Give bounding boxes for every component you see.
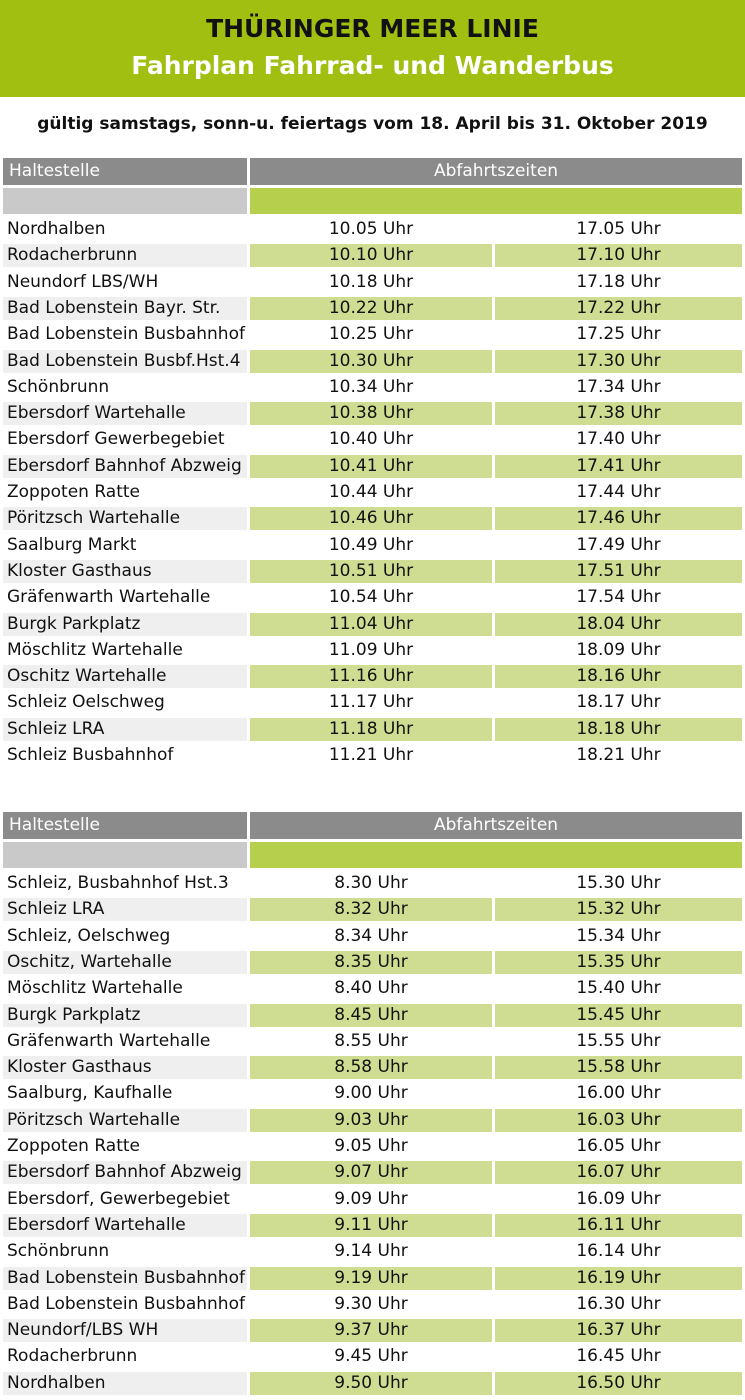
stop-name: Bad Lobenstein Busbahnhof [7,1293,245,1314]
departure-time-1: 9.05 Uhr [334,1136,408,1156]
stop-name: Schleiz LRA [3,898,247,921]
departure-time-2: 16.19 Uhr [495,1267,742,1290]
departure-time-1: 10.34 Uhr [328,376,414,397]
table-row [0,401,745,427]
departure-time-2: 17.10 Uhr [495,244,742,267]
departure-time-1: 8.30 Uhr [334,873,408,893]
departure-time-1: 10.18 Uhr [328,271,414,292]
table-row [0,950,745,976]
departure-time-1: 11.09 Uhr [328,639,414,660]
stop-name: Schleiz LRA [3,718,247,741]
table-row [0,322,745,348]
stop-name: Neundorf/LBS WH [3,1319,247,1342]
stop-name: Rodacherbrunn [7,1346,138,1367]
table-row [0,1213,745,1239]
departure-time-1: 11.04 Uhr [250,613,492,636]
departure-time-2: 17.49 Uhr [576,534,661,555]
table-row [0,375,745,401]
table-row [0,243,745,269]
stop-name: Kloster Gasthaus [3,1056,247,1079]
table-row [0,1239,745,1265]
table-row [0,897,745,923]
stop-name: Pöritzsch Wartehalle [3,507,247,530]
table-row [0,612,745,638]
table-row [0,1081,745,1107]
departure-time-1: 10.46 Uhr [250,507,492,530]
table-row [0,506,745,532]
table-row [0,1187,745,1213]
departure-time-1: 10.25 Uhr [328,324,414,345]
departure-time-2: 16.03 Uhr [495,1109,742,1132]
stop-name: Bad Lobenstein Busbf.Hst.4 [3,350,247,373]
stop-name: Bad Lobenstein Bayr. Str. [3,297,247,320]
stop-name: Rodacherbrunn [3,244,247,267]
table-row [0,270,745,296]
stop-name: Bad Lobenstein Busbahnhof [3,1267,247,1290]
departure-time-1: 10.49 Uhr [328,534,414,555]
stop-subheader-bar [3,842,247,868]
table-row [0,480,745,506]
stop-name: Möschlitz Wartehalle [7,639,183,660]
departure-time-1: 9.14 Uhr [334,1241,408,1262]
departure-time-2: 17.40 Uhr [576,429,661,450]
times-column-header: Abfahrtszeiten [250,812,742,839]
stop-subheader-bar [3,188,247,214]
stop-name: Oschitz Wartehalle [3,665,247,688]
departure-time-2: 18.16 Uhr [495,665,742,688]
departure-time-2: 17.38 Uhr [495,402,742,425]
departure-time-2: 15.34 Uhr [576,925,661,946]
table-row [0,638,745,664]
table-row [0,217,745,243]
departure-time-1: 9.19 Uhr [250,1267,492,1290]
stop-name: Bad Lobenstein Busbahnhof [7,324,245,345]
departure-time-2: 17.44 Uhr [576,482,661,502]
departure-time-1: 8.45 Uhr [250,1004,492,1027]
stop-name: Gräfenwarth Wartehalle [7,1030,211,1051]
departure-time-1: 10.38 Uhr [250,402,492,425]
departure-time-1: 9.30 Uhr [334,1293,408,1314]
stop-name: Möschlitz Wartehalle [7,978,183,999]
stop-name: Saalburg Markt [7,534,137,555]
departure-time-1: 8.55 Uhr [334,1030,408,1051]
departure-time-2: 16.14 Uhr [576,1241,661,1262]
departure-time-2: 16.09 Uhr [576,1188,661,1209]
stop-name: Ebersdorf Wartehalle [3,1214,247,1237]
table-row [0,690,745,716]
table-row [0,743,745,769]
table-row [0,585,745,611]
stop-name: Pöritzsch Wartehalle [3,1109,247,1132]
times-subheader-bar [250,842,742,868]
departure-time-1: 10.44 Uhr [328,482,414,502]
departure-time-1: 8.40 Uhr [334,978,408,999]
stop-name: Schleiz Oelschweg [7,692,165,713]
table-row [0,1134,745,1160]
departure-time-2: 15.45 Uhr [495,1004,742,1027]
departure-time-1: 11.17 Uhr [328,692,414,713]
departure-time-1: 9.50 Uhr [250,1372,492,1395]
table-row [0,1344,745,1370]
departure-time-2: 17.54 Uhr [576,587,661,608]
stop-name: Burgk Parkplatz [3,613,247,636]
departure-time-1: 9.00 Uhr [334,1083,408,1104]
departure-time-1: 11.18 Uhr [250,718,492,741]
departure-time-2: 18.17 Uhr [576,692,661,713]
table-row [0,717,745,743]
stop-name: Neundorf LBS/WH [7,271,159,292]
departure-time-2: 16.50 Uhr [495,1372,742,1395]
departure-time-2: 15.40 Uhr [576,978,661,999]
departure-time-2: 18.18 Uhr [495,718,742,741]
departure-time-1: 10.40 Uhr [328,429,414,450]
table-row [0,1292,745,1318]
table-row [0,533,745,559]
validity-note: gültig samstags, sonn-u. feiertags vom 18. April bis 31. Oktober 2019 [37,114,708,134]
departure-time-2: 18.09 Uhr [576,639,661,660]
departure-time-1: 9.07 Uhr [250,1161,492,1184]
departure-time-1: 9.45 Uhr [334,1346,408,1367]
departure-time-2: 18.21 Uhr [576,745,661,765]
times-subheader-bar [250,188,742,214]
departure-time-1: 9.03 Uhr [250,1109,492,1132]
departure-time-2: 16.07 Uhr [495,1161,742,1184]
table-row [0,1029,745,1055]
table-row [0,1371,745,1397]
departure-time-1: 10.41 Uhr [250,455,492,478]
departure-time-2: 16.30 Uhr [576,1293,661,1314]
stop-name: Ebersdorf Wartehalle [3,402,247,425]
departure-time-1: 10.30 Uhr [250,350,492,373]
table-row [0,1160,745,1186]
table-row [0,871,745,897]
table-row [0,664,745,690]
stop-name: Oschitz, Wartehalle [3,951,247,974]
line-title: THÜRINGER MEER LINIE [206,14,539,43]
table-row [0,427,745,453]
stop-column-header: Haltestelle [3,158,247,185]
stop-name: Nordhalben [7,219,106,239]
stop-name: Ebersdorf Bahnhof Abzweig [3,1161,247,1184]
departure-time-1: 8.32 Uhr [250,898,492,921]
departure-time-2: 15.35 Uhr [495,951,742,974]
departure-time-2: 16.05 Uhr [576,1136,661,1156]
departure-time-1: 9.37 Uhr [250,1319,492,1342]
departure-time-1: 8.58 Uhr [250,1056,492,1079]
stop-name: Zoppoten Ratte [7,482,140,502]
departure-time-1: 10.22 Uhr [250,297,492,320]
stop-name: Ebersdorf, Gewerbegebiet [7,1188,230,1209]
departure-time-2: 15.32 Uhr [495,898,742,921]
departure-time-2: 17.34 Uhr [576,376,661,397]
departure-time-2: 17.46 Uhr [495,507,742,530]
table-row [0,1108,745,1134]
table-row [0,1266,745,1292]
departure-time-2: 17.22 Uhr [495,297,742,320]
departure-time-2: 17.18 Uhr [576,271,661,292]
stop-column-header: Haltestelle [3,812,247,839]
table-row [0,349,745,375]
table-row [0,924,745,950]
departure-time-1: 10.05 Uhr [328,219,414,239]
departure-time-2: 16.00 Uhr [576,1083,661,1104]
departure-time-2: 17.41 Uhr [495,455,742,478]
departure-time-2: 15.55 Uhr [576,1030,661,1051]
departure-time-1: 11.16 Uhr [250,665,492,688]
stop-name: Schönbrunn [7,376,110,397]
departure-time-2: 15.58 Uhr [495,1056,742,1079]
stop-name: Schleiz, Oelschweg [7,925,171,946]
stop-name: Ebersdorf Gewerbegebiet [7,429,225,450]
stop-name: Nordhalben [3,1372,247,1395]
table-row [0,1003,745,1029]
stop-name: Kloster Gasthaus [3,560,247,583]
departure-time-2: 16.45 Uhr [576,1346,661,1367]
departure-time-2: 17.25 Uhr [576,324,661,345]
stop-name: Saalburg, Kaufhalle [7,1083,173,1104]
table-row [0,976,745,1002]
departure-time-1: 10.51 Uhr [250,560,492,583]
departure-time-2: 17.51 Uhr [495,560,742,583]
stop-name: Burgk Parkplatz [3,1004,247,1027]
departure-time-2: 15.30 Uhr [576,873,661,893]
stop-name: Ebersdorf Bahnhof Abzweig [3,455,247,478]
departure-time-2: 17.30 Uhr [495,350,742,373]
schedule-subtitle: Fahrplan Fahrrad- und Wanderbus [131,51,614,80]
departure-time-1: 8.35 Uhr [250,951,492,974]
departure-time-1: 9.11 Uhr [250,1214,492,1237]
departure-time-2: 16.37 Uhr [495,1319,742,1342]
departure-time-1: 9.09 Uhr [334,1188,408,1209]
table-row [0,454,745,480]
departure-time-2: 17.05 Uhr [576,219,661,239]
times-column-header: Abfahrtszeiten [250,158,742,185]
stop-name: Zoppoten Ratte [7,1136,140,1156]
departure-time-2: 16.11 Uhr [495,1214,742,1237]
departure-time-1: 10.54 Uhr [328,587,414,608]
stop-name: Schleiz Busbahnhof [7,745,174,765]
departure-time-2: 18.04 Uhr [495,613,742,636]
title-banner [0,0,745,97]
stop-name: Schönbrunn [7,1241,110,1262]
table-row [0,296,745,322]
table-row [0,559,745,585]
table-row [0,1055,745,1081]
table-row [0,1318,745,1344]
departure-time-1: 10.10 Uhr [250,244,492,267]
stop-name: Schleiz, Busbahnhof Hst.3 [7,873,229,893]
stop-name: Gräfenwarth Wartehalle [7,587,211,608]
departure-time-1: 8.34 Uhr [334,925,408,946]
departure-time-1: 11.21 Uhr [328,745,414,765]
